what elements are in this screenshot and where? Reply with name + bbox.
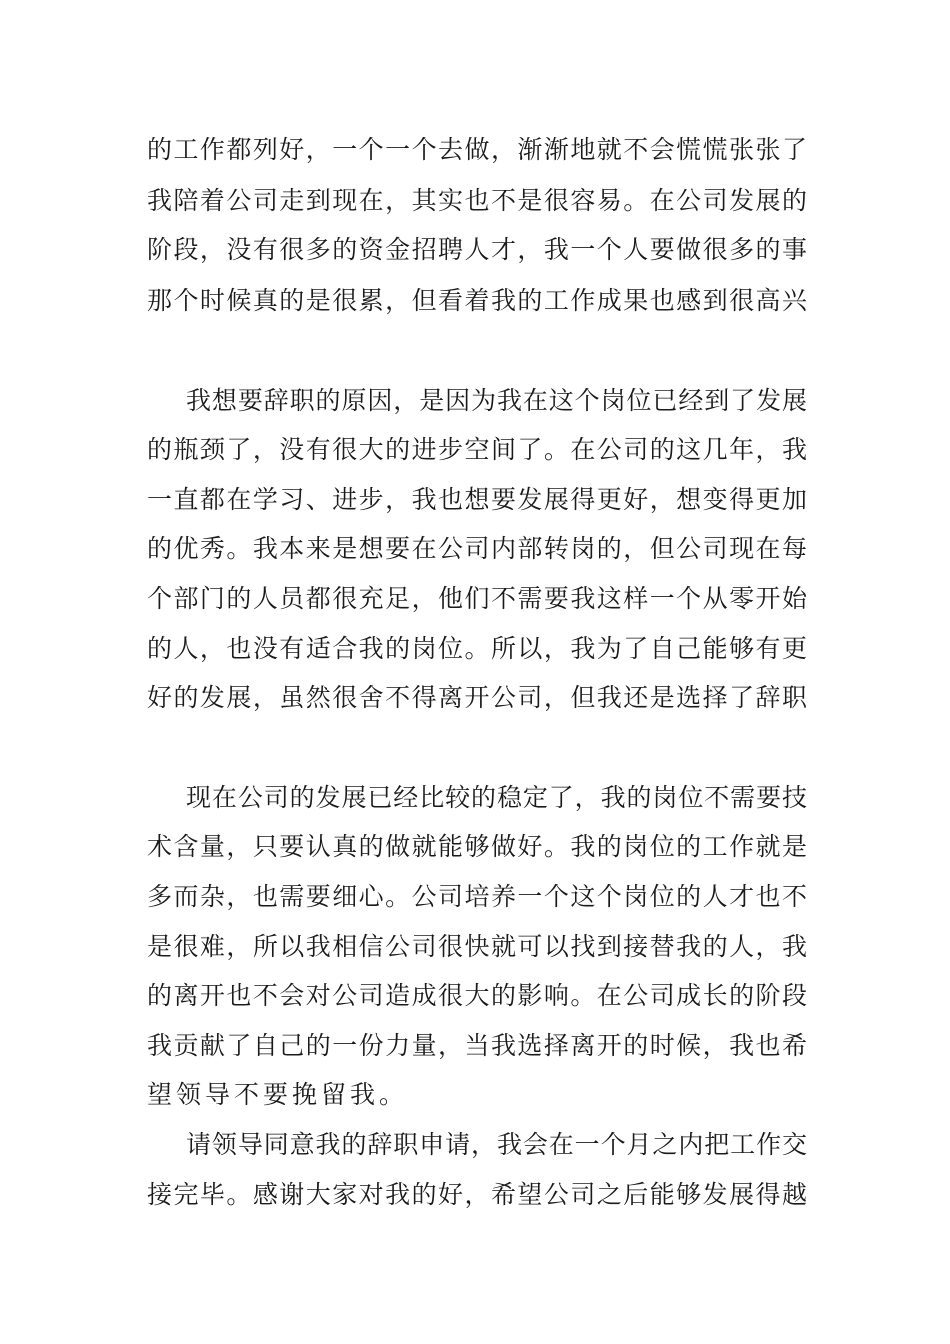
- text-line: 那个时候真的是很累，但看着我的工作成果也感到很高兴: [147, 286, 807, 315]
- text-line: 的离开也不会对公司造成很大的影响。在公司成长的阶段: [147, 981, 807, 1010]
- text-line: 阶段，没有很多的资金招聘人才，我一个人要做很多的事: [147, 235, 807, 264]
- text-line: 术含量，只要认真的做就能够做好。我的岗位的工作就是: [147, 832, 807, 861]
- text-line: 多而杂，也需要细心。公司培养一个这个岗位的人才也不: [147, 882, 807, 911]
- text-line: 我贡献了自己的一份力量，当我选择离开的时候，我也希: [147, 1031, 807, 1060]
- text-line: 望领导不要挽留我。: [147, 1080, 409, 1109]
- text-line: 的瓶颈了，没有很大的进步空间了。在公司的这几年，我: [147, 435, 807, 464]
- text-line: 一直都在学习、进步，我也想要发展得更好，想变得更加: [147, 485, 807, 514]
- text-line: 个部门的人员都很充足，他们不需要我这样一个从零开始: [147, 584, 807, 613]
- text-line: 是很难，所以我相信公司很快就可以找到接替我的人，我: [147, 932, 807, 961]
- text-line: 接完毕。感谢大家对我的好，希望公司之后能够发展得越: [147, 1180, 807, 1209]
- text-line: 现在公司的发展已经比较的稳定了，我的岗位不需要技: [186, 783, 807, 812]
- text-line: 的优秀。我本来是想要在公司内部转岗的，但公司现在每: [147, 534, 807, 563]
- text-line: 我想要辞职的原因，是因为我在这个岗位已经到了发展: [186, 386, 807, 415]
- text-line: 我陪着公司走到现在，其实也不是很容易。在公司发展的: [147, 186, 807, 215]
- text-line: 的人，也没有适合我的岗位。所以，我为了自己能够有更: [147, 634, 807, 663]
- text-line: 好的发展，虽然很舍不得离开公司，但我还是选择了辞职: [147, 683, 807, 712]
- text-line: 的工作都列好，一个一个去做，渐渐地就不会慌慌张张了: [147, 135, 807, 164]
- text-line: 请领导同意我的辞职申请，我会在一个月之内把工作交: [186, 1130, 807, 1159]
